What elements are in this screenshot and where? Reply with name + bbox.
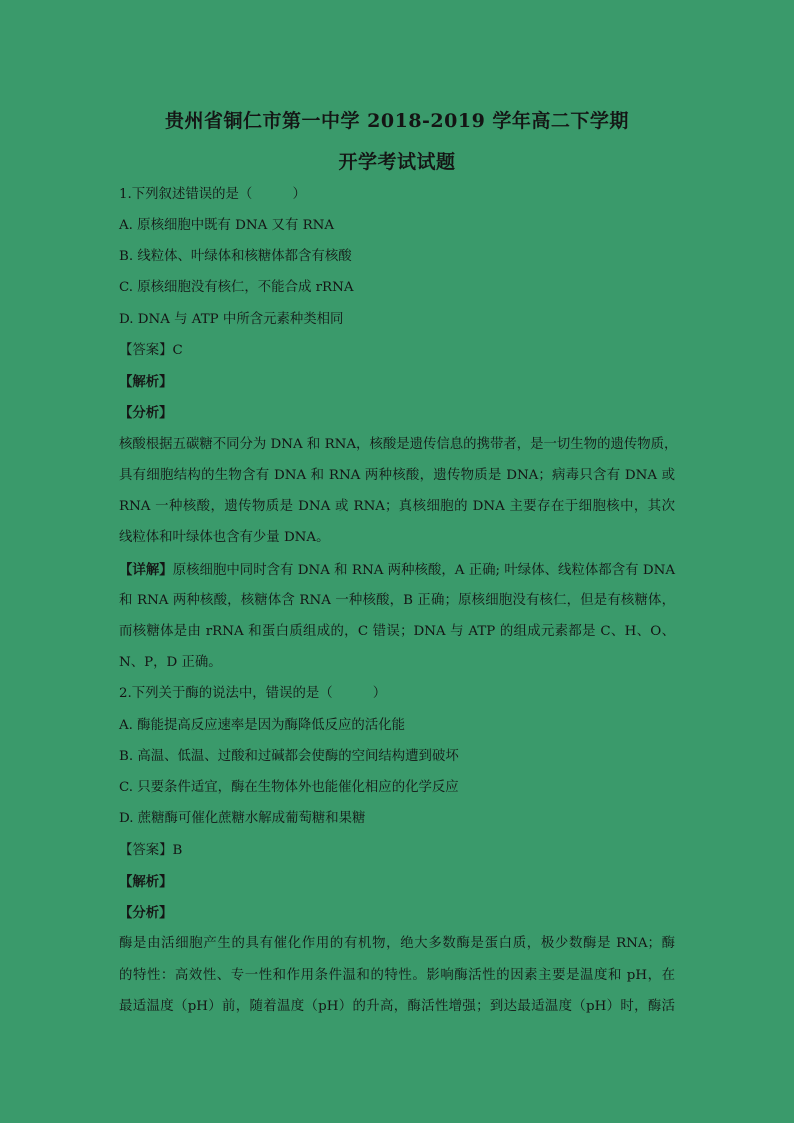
question-2-option-d: D. 蔗糖酶可催化蔗糖水解成葡萄糖和果糖 (119, 811, 366, 826)
question-1-answer: 【答案】C (119, 343, 183, 358)
question-1-option-b: B. 线粒体、叶绿体和核糖体都含有核酸 (119, 249, 352, 264)
question-1-detail-label: 【详解】 (119, 562, 173, 578)
question-1-option-a: A. 原核细胞中既有 DNA 又有 RNA (119, 218, 335, 233)
question-2-fenxi-label: 【分析】 (119, 905, 173, 921)
question-2-option-a: A. 酶能提高反应速率是因为酶降低反应的活化能 (119, 718, 405, 733)
question-1-option-d: D. DNA 与 ATP 中所含元素种类相同 (119, 312, 344, 327)
question-1-analysis-line: RNA 一种核酸，遗传物质是 DNA 或 RNA；真核细胞的 DNA 主要存在于细胞核中，其次 (119, 499, 675, 514)
question-1-jiexi-label: 【解析】 (119, 374, 173, 390)
question-1-analysis-line: 核酸根据五碳糖不同分为 DNA 和 RNA，核酸是遗传信息的携带者，是一切生物的遗传物质， (119, 437, 678, 452)
question-1-detail-line: N、P，D 正确。 (119, 655, 222, 670)
question-2-option-c: C. 只要条件适宜，酶在生物体外也能催化相应的化学反应 (119, 780, 459, 795)
question-2-stem: 2.下列关于酶的说法中，错误的是（ ） (119, 686, 387, 701)
question-1-analysis-line: 具有细胞结构的生物含有 DNA 和 RNA 两种核酸，遗传物质是 DNA；病毒只含有 DNA 或 (119, 468, 675, 483)
question-1-detail-line: 而核糖体是由 rRNA 和蛋白质组成的，C 错误；DNA 与 ATP 的组成元素都是 C、H、O、 (119, 624, 675, 639)
question-1-detail-line (119, 561, 675, 580)
question-1-detail-text: 原核细胞中同时含有 DNA 和 RNA 两种核酸，A 正确; 叶绿体、线粒体都含有 DNA (172, 563, 675, 578)
question-1-analysis-line: 线粒体和叶绿体也含有少量 DNA。 (119, 530, 330, 545)
question-2-analysis-line: 的特性：高效性、专一性和作用条件温和的特性。影响酶活性的因素主要是温度和 pH，在 (119, 968, 675, 983)
document-title-line-2: 开学考试试题 (338, 151, 456, 173)
question-2-option-b: B. 高温、低温、过酸和过碱都会使酶的空间结构遭到破坏 (119, 749, 459, 764)
document-title-line-1: 贵州省铜仁市第一中学 2018-2019 学年高二下学期 (165, 110, 629, 132)
question-1-fenxi-label: 【分析】 (119, 405, 173, 421)
question-2-answer: 【答案】B (119, 843, 183, 858)
question-2-jiexi-label: 【解析】 (119, 874, 173, 890)
question-1-detail-line: 和 RNA 两种核酸，核糖体含 RNA 一种核酸，B 正确；原核细胞没有核仁，但是有核糖体， (119, 593, 675, 608)
question-2-analysis-line: 最适温度（pH）前，随着温度（pH）的升高，酶活性增强；到达最适温度（pH）时，酶活 (119, 999, 675, 1014)
question-1-stem: 1.下列叙述错误的是（ ） (119, 187, 306, 202)
question-1-option-c: C. 原核细胞没有核仁，不能合成 rRNA (119, 280, 354, 295)
question-2-analysis-line: 酶是由活细胞产生的具有催化作用的有机物，绝大多数酶是蛋白质，极少数酶是 RNA；酶 (119, 936, 675, 951)
